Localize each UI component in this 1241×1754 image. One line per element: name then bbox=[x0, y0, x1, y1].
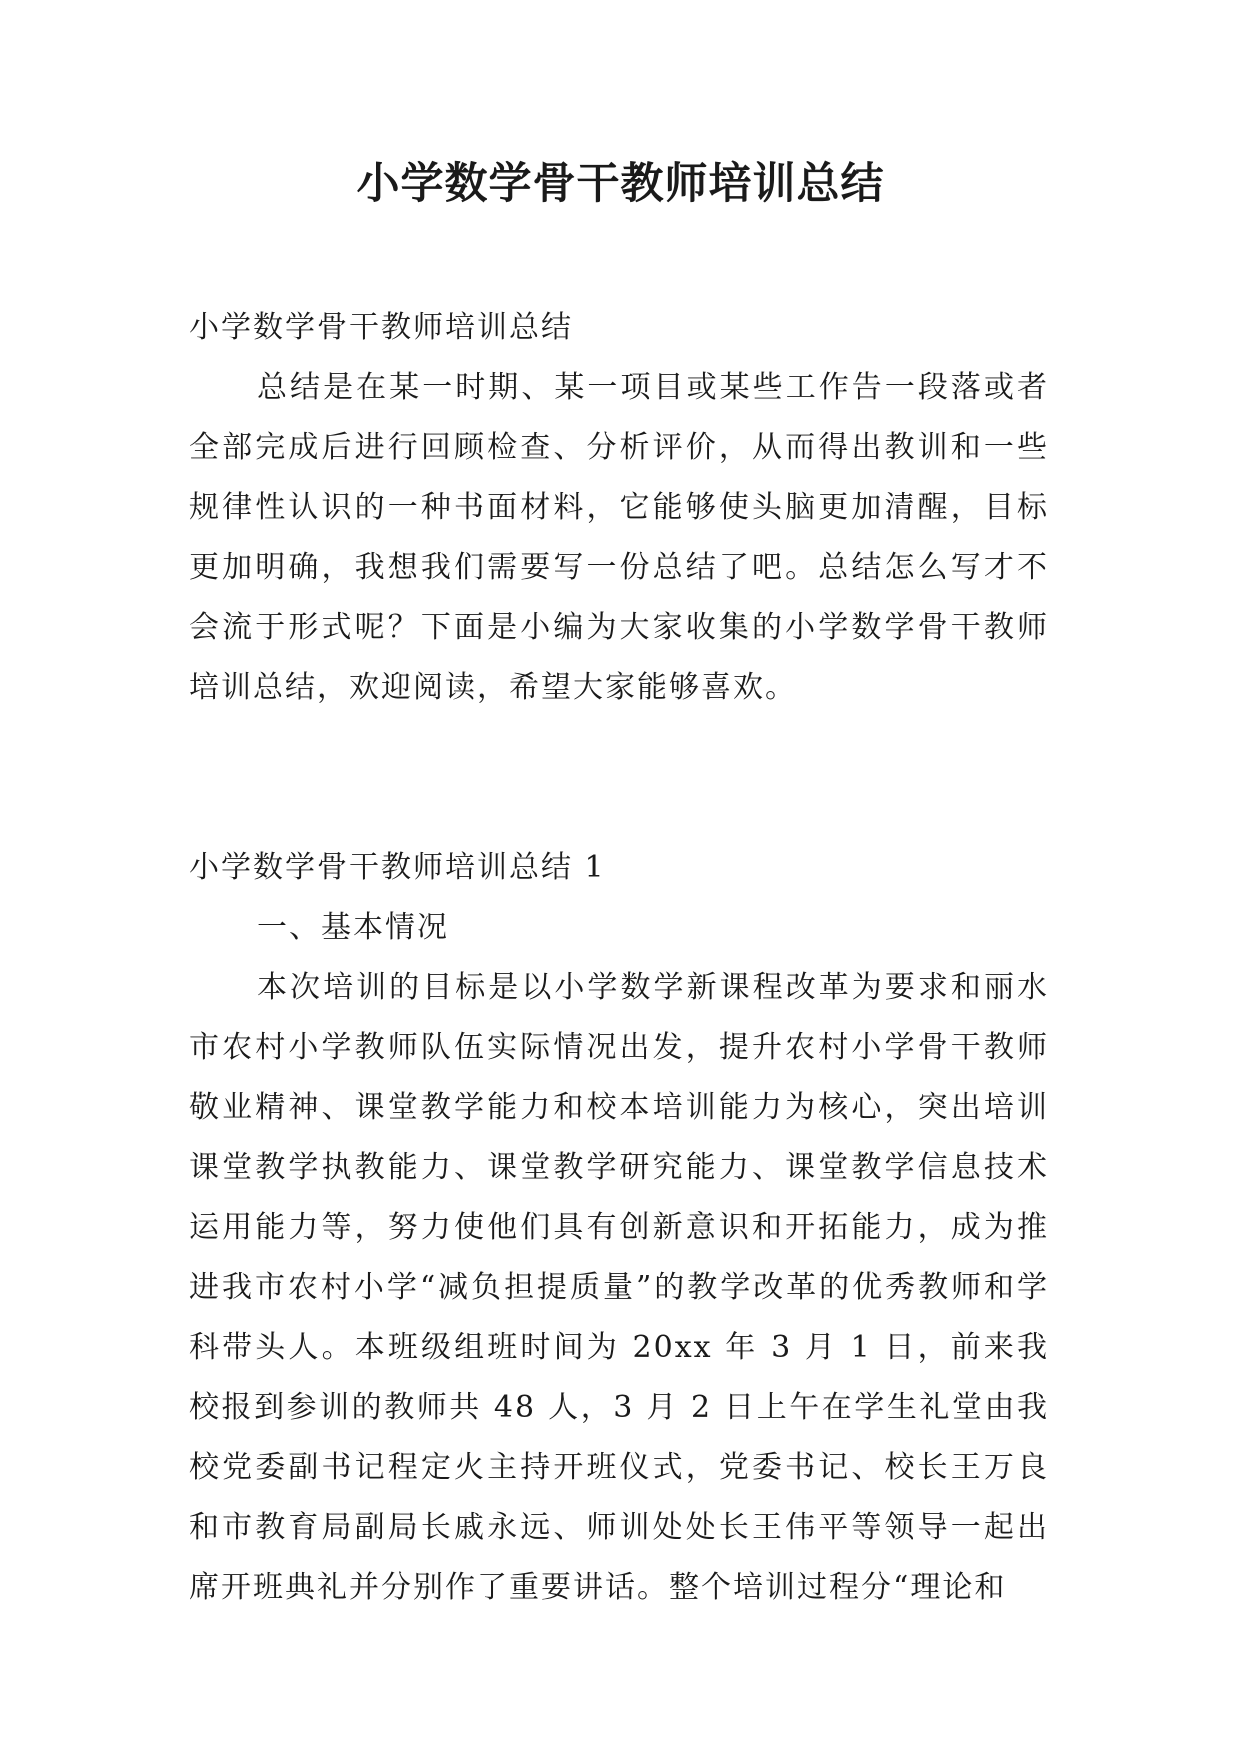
document-title: 小学数学骨干教师培训总结 bbox=[356, 159, 885, 209]
subsection-heading: 一、基本情况 bbox=[257, 910, 449, 945]
intro-heading: 小学数学骨干教师培训总结 bbox=[189, 310, 573, 345]
section-paragraph: 本次培训的目标是以小学数学新课程改革为要求和丽水市农村小学教师队伍实际情况出发，提升农村小学骨干教师敬业精神、课堂教学能力和校本培训能力为核心，突出培训课堂教学执教能力、课堂教学研究能力、课堂教学信息技术运用能力等，努力使他们具有创新意识和开拓能力，成为推进我市农村小学“减负担提质量”的教学改革的优秀教师和学科带头人。本班级组班时间为 20xx 年 3 月 1 日，前来我校报到参训的教师共 48 人，3 月 2 日上午在学生礼堂由我校党委副书记程定火主持开班仪式，党委书记、校长王万良和市教育局副局长戚永远、师训处处长王伟平等领导一起出席开班典礼并分别作了重要讲话。整个培训过程分“理论和 bbox=[189, 970, 1049, 1605]
intro-paragraph: 总结是在某一时期、某一项目或某些工作告一段落或者全部完成后进行回顾检查、分析评价，从而得出教训和一些规律性认识的一种书面材料，它能够使头脑更加清醒，目标更加明确，我想我们需要写一份总结了吧。总结怎么写才不会流于形式呢？下面是小编为大家收集的小学数学骨干教师培训总结，欢迎阅读，希望大家能够喜欢。 bbox=[189, 370, 1049, 705]
paragraph-spacer bbox=[189, 718, 1049, 838]
section-heading: 小学数学骨干教师培训总结 1 bbox=[189, 850, 606, 885]
document-body bbox=[189, 298, 1049, 1618]
